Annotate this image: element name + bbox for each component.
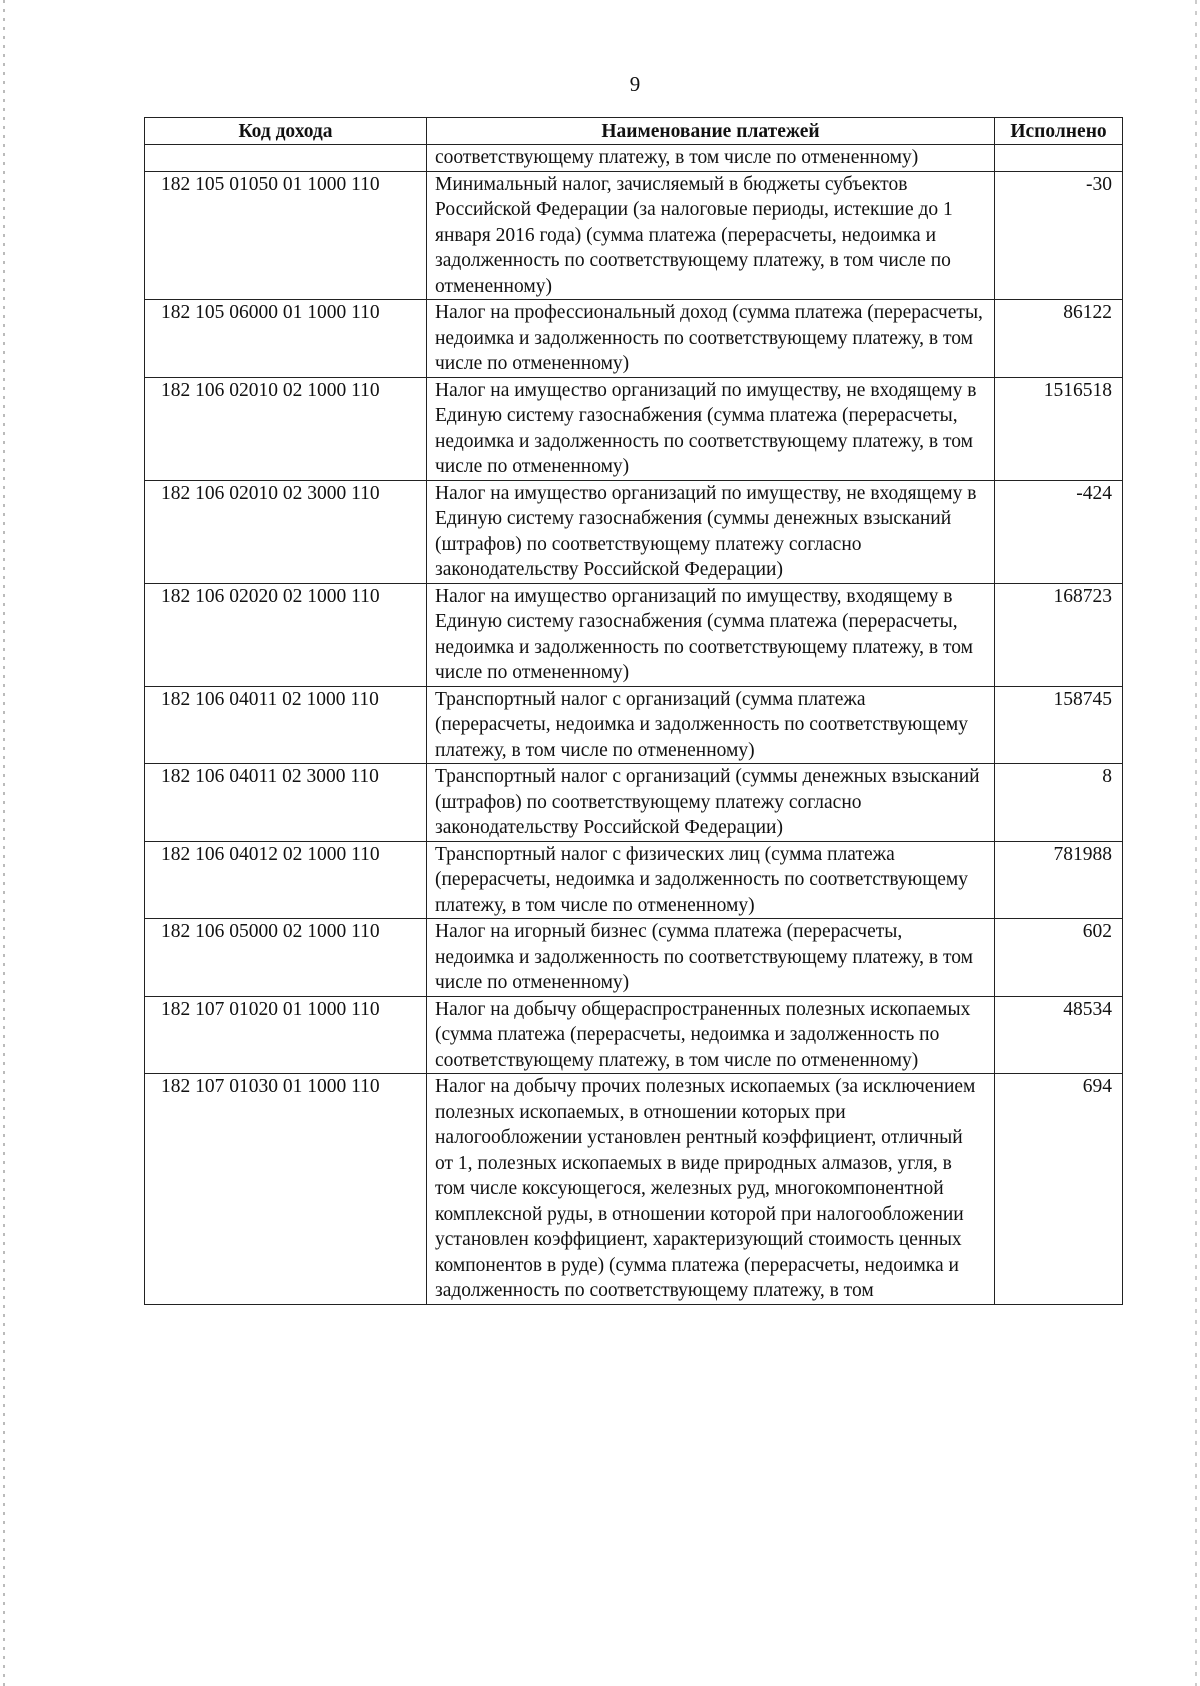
income-code: 182 106 04012 02 1000 110	[145, 841, 427, 919]
header-name: Наименование платежей	[427, 118, 995, 145]
payment-name: Налог на имущество организаций по имуществу, не входящему в Единую систему газоснабжения (суммы денежных взысканий (штрафов) по соответствующему платежу согласно законодательству Российской Федерации)	[427, 480, 995, 583]
payment-name: Налог на имущество организаций по имуществу, входящему в Единую систему газоснабжения (сумма платежа (перерасчеты, недоимка и задолженность по соответствующему платежу, в том числе по отмененному)	[427, 583, 995, 686]
executed-amount: -424	[995, 480, 1123, 583]
income-code	[145, 145, 427, 172]
payment-name: Налог на профессиональный доход (сумма платежа (перерасчеты, недоимка и задолженность по соответствующему платежу, в том числе по отмененному)	[427, 300, 995, 378]
table-row	[145, 300, 1123, 378]
payment-name: Транспортный налог с организаций (сумма платежа (перерасчеты, недоимка и задолженность по соответствующему платежу, в том числе по отмененному)	[427, 686, 995, 764]
payment-name: Транспортный налог с физических лиц (сумма платежа (перерасчеты, недоимка и задолженность по соответствующему платежу, в том числе по отмененному)	[427, 841, 995, 919]
income-code: 182 106 02010 02 1000 110	[145, 377, 427, 480]
table-row	[145, 764, 1123, 842]
payment-name: Налог на игорный бизнес (сумма платежа (перерасчеты, недоимка и задолженность по соответствующему платежу, в том числе по отмененному)	[427, 919, 995, 997]
table-row	[145, 145, 1123, 172]
income-code: 182 106 04011 02 1000 110	[145, 686, 427, 764]
executed-amount: 168723	[995, 583, 1123, 686]
executed-amount: -30	[995, 171, 1123, 300]
scan-edge-left	[3, 0, 5, 1686]
table-row	[145, 841, 1123, 919]
executed-amount: 694	[995, 1074, 1123, 1305]
executed-amount	[995, 145, 1123, 172]
income-code: 182 105 06000 01 1000 110	[145, 300, 427, 378]
table-row	[145, 996, 1123, 1074]
executed-amount: 602	[995, 919, 1123, 997]
income-code: 182 106 02020 02 1000 110	[145, 583, 427, 686]
executed-amount: 48534	[995, 996, 1123, 1074]
executed-amount: 86122	[995, 300, 1123, 378]
income-code: 182 106 04011 02 3000 110	[145, 764, 427, 842]
table-row	[145, 583, 1123, 686]
executed-amount: 781988	[995, 841, 1123, 919]
executed-amount: 1516518	[995, 377, 1123, 480]
revenue-table	[144, 117, 1123, 1305]
income-code: 182 107 01020 01 1000 110	[145, 996, 427, 1074]
page-number: 9	[629, 72, 641, 96]
income-code: 182 106 02010 02 3000 110	[145, 480, 427, 583]
scan-edge-right	[1195, 0, 1197, 1686]
income-code: 182 107 01030 01 1000 110	[145, 1074, 427, 1305]
income-code: 182 106 05000 02 1000 110	[145, 919, 427, 997]
payment-name: Налог на добычу прочих полезных ископаемых (за исключением полезных ископаемых, в отношении которых при налогообложении установлен рентный коэффициент, отличный от 1, полезных ископаемых в виде природных алмазов, угля, в том числе коксующегося, железных руд, многокомпонентной комплексной руды, в отношении которой при налогообложении установлен коэффициент, характеризующий стоимость ценных компонентов в руде) (сумма платежа (перерасчеты, недоимка и задолженность по соответствующему платежу, в том	[427, 1074, 995, 1305]
header-amount: Исполнено	[995, 118, 1123, 145]
table-row	[145, 171, 1123, 300]
header-code: Код дохода	[145, 118, 427, 145]
payment-name: Минимальный налог, зачисляемый в бюджеты субъектов Российской Федерации (за налоговые периоды, истекшие до 1 января 2016 года) (сумма платежа (перерасчеты, недоимка и задолженность по соответствующему платежу, в том числе по отмененному)	[427, 171, 995, 300]
payment-name: Налог на имущество организаций по имуществу, не входящему в Единую систему газоснабжения (сумма платежа (перерасчеты, недоимка и задолженность по соответствующему платежу, в том числе по отмененному)	[427, 377, 995, 480]
table-header-row	[145, 118, 1123, 145]
payment-name: Налог на добычу общераспространенных полезных ископаемых (сумма платежа (перерасчеты, недоимка и задолженность по соответствующему платежу, в том числе по отмененному)	[427, 996, 995, 1074]
payment-name: Транспортный налог с организаций (суммы денежных взысканий (штрафов) по соответствующему платежу согласно законодательству Российской Федерации)	[427, 764, 995, 842]
table-row	[145, 480, 1123, 583]
income-code: 182 105 01050 01 1000 110	[145, 171, 427, 300]
table-row	[145, 919, 1123, 997]
executed-amount: 8	[995, 764, 1123, 842]
payment-name: соответствующему платежу, в том числе по отмененному)	[427, 145, 995, 172]
table-row	[145, 1074, 1123, 1305]
table-row	[145, 377, 1123, 480]
executed-amount: 158745	[995, 686, 1123, 764]
table-row	[145, 686, 1123, 764]
